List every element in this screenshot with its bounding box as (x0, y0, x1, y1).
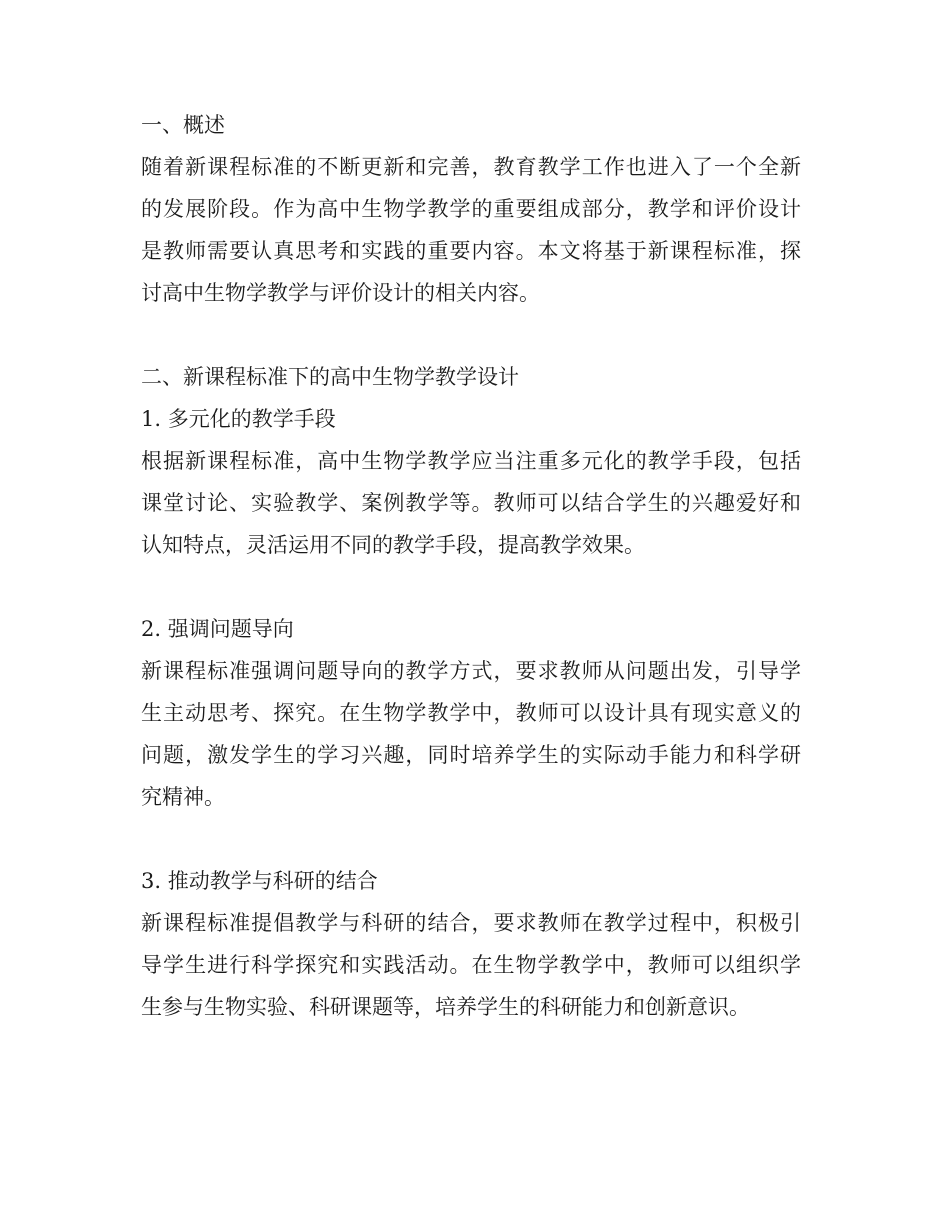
paragraph-line: 根据新课程标准，高中生物学教学应当注重多元化的教学手段，包括 (141, 449, 801, 473)
paragraph-line: 生参与生物实验、科研课题等，培养学生的科研能力和创新意识。 (141, 995, 750, 1019)
paragraph-line: 随着新课程标准的不断更新和完善，教育教学工作也进入了一个全新 (141, 155, 801, 179)
diverse-methods-paragraph (141, 440, 801, 566)
paragraph-line: 的发展阶段。作为高中生物学教学的重要组成部分，教学和评价设计 (141, 197, 801, 221)
paragraph-line: 新课程标准强调问题导向的教学方式，要求教师从问题出发，引导学 (141, 659, 801, 683)
paragraph-line: 认知特点，灵活运用不同的教学手段，提高教学效果。 (141, 533, 645, 557)
paragraph-line: 导学生进行科学探究和实践活动。在生物学教学中，教师可以组织学 (141, 953, 801, 977)
subsection-heading-diverse-methods: 1. 多元化的教学手段 (141, 407, 336, 431)
paragraph-line: 新课程标准提倡教学与科研的结合，要求教师在教学过程中，积极引 (141, 911, 801, 935)
paragraph-line: 问题，激发学生的学习兴趣，同时培养学生的实际动手能力和科学研 (141, 743, 801, 767)
blank-line (141, 818, 801, 860)
problem-oriented-paragraph (141, 650, 801, 818)
paragraph-line: 生主动思考、探究。在生物学教学中，教师可以设计具有现实意义的 (141, 701, 801, 725)
subsection-heading-problem-oriented: 2. 强调问题导向 (141, 617, 294, 641)
teaching-research-paragraph (141, 902, 801, 1028)
section-heading-teaching-design: 二、新课程标准下的高中生物学教学设计 (141, 365, 519, 389)
paragraph-line: 讨高中生物学教学与评价设计的相关内容。 (141, 281, 540, 305)
paragraph-line: 是教师需要认真思考和实践的重要内容。本文将基于新课程标准，探 (141, 239, 801, 263)
document-page (141, 104, 801, 1028)
paragraph-line: 课堂讨论、实验教学、案例教学等。教师可以结合学生的兴趣爱好和 (141, 491, 801, 515)
overview-paragraph (141, 146, 801, 314)
section-heading-overview: 一、概述 (141, 113, 225, 137)
subsection-heading-teaching-research: 3. 推动教学与科研的结合 (141, 869, 378, 893)
paragraph-line: 究精神。 (141, 785, 225, 809)
blank-line (141, 566, 801, 608)
blank-line (141, 314, 801, 356)
